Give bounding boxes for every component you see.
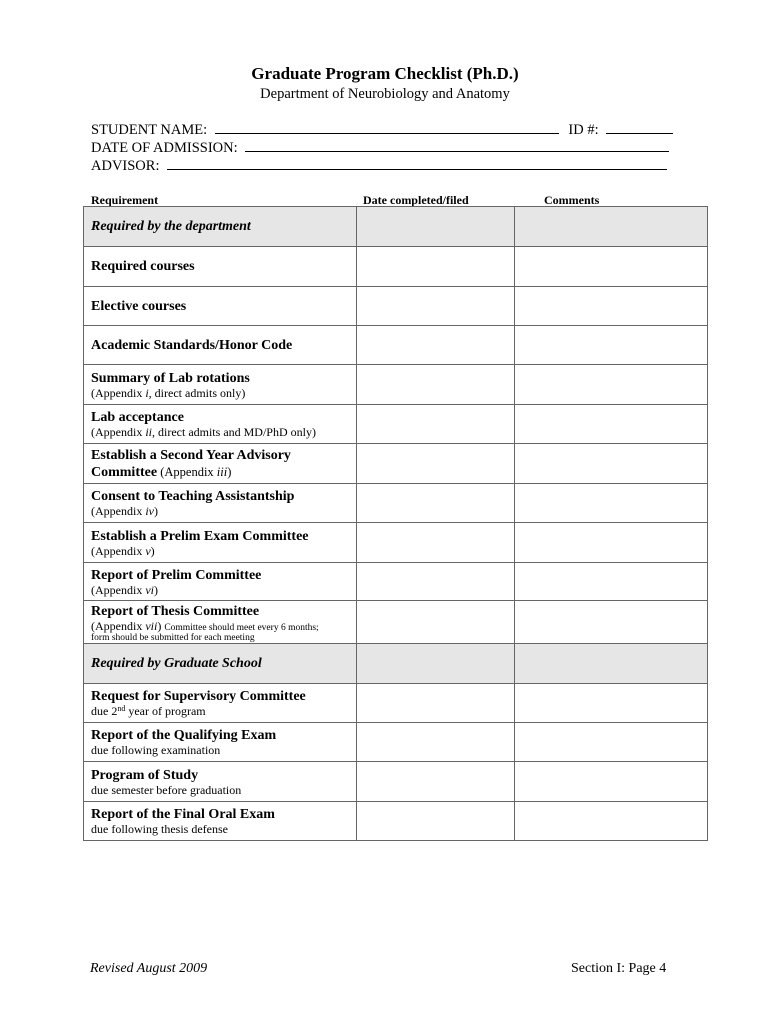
table-row [84, 723, 708, 762]
requirement-note: (Appendix v) [91, 543, 155, 558]
requirement-cell [84, 326, 357, 364]
requirement-title: Elective courses [91, 298, 187, 314]
comments-cell[interactable] [515, 563, 708, 600]
student-name-row [91, 122, 673, 139]
date-cell[interactable] [357, 405, 516, 443]
date-cell[interactable] [357, 723, 516, 761]
column-header-date: Date completed/filed [363, 193, 469, 207]
requirement-title: Establish a Prelim Exam Committee [91, 528, 309, 544]
date-cell[interactable] [357, 484, 516, 522]
requirement-cell [84, 684, 357, 722]
date-cell[interactable] [357, 601, 516, 643]
comments-cell[interactable] [515, 802, 708, 840]
requirement-note: due 2nd year of program [91, 704, 206, 718]
date-cell[interactable] [357, 523, 516, 562]
date-cell[interactable] [357, 326, 516, 364]
requirement-cell [84, 601, 357, 643]
requirement-cell [84, 405, 357, 443]
section-row-graduate-school [84, 644, 708, 684]
requirement-title: Academic Standards/Honor Code [91, 337, 293, 353]
document-title: Graduate Program Checklist (Ph.D.) [251, 64, 519, 83]
document-subtitle: Department of Neurobiology and Anatomy [260, 86, 510, 102]
page-number: Section I: Page 4 [571, 961, 667, 976]
requirement-cell [84, 802, 357, 840]
requirement-title: Report of Thesis Committee [91, 604, 260, 619]
comments-cell[interactable] [515, 484, 708, 522]
table-row [84, 405, 708, 444]
requirement-cell [84, 365, 357, 404]
date-cell[interactable] [357, 762, 516, 801]
comments-cell[interactable] [515, 684, 708, 722]
requirement-note: (Appendix ii, direct admits and MD/PhD only) [91, 425, 316, 439]
requirement-title: Consent to Teaching Assistantship [91, 489, 295, 504]
date-cell[interactable] [357, 247, 516, 286]
table-row [84, 365, 708, 405]
advisor-field[interactable] [167, 158, 667, 170]
advisor-label: ADVISOR: [91, 158, 160, 174]
table-row [84, 287, 708, 326]
comments-cell[interactable] [515, 444, 708, 483]
table-row [84, 247, 708, 287]
requirement-title: Establish a Second Year Advisory [91, 447, 291, 463]
requirement-cell [84, 563, 357, 600]
requirement-title: Lab acceptance [91, 410, 184, 425]
requirement-cell [84, 444, 357, 483]
comments-cell[interactable] [515, 207, 708, 246]
requirement-cell [84, 762, 357, 801]
requirement-cell [84, 484, 357, 522]
requirement-title: Request for Supervisory Committee [91, 689, 306, 704]
requirement-note: (Appendix vi) [91, 582, 158, 597]
date-cell[interactable] [357, 365, 516, 404]
requirement-cell [84, 207, 357, 246]
comments-cell[interactable] [515, 644, 708, 683]
requirement-title: Report of the Qualifying Exam [91, 728, 277, 743]
requirement-title-continued: Committee (Appendix iii) [91, 464, 232, 480]
requirement-title: Required courses [91, 259, 195, 274]
id-field[interactable] [606, 122, 673, 134]
comments-cell[interactable] [515, 247, 708, 286]
table-row [84, 444, 708, 484]
column-header-requirement: Requirement [91, 193, 159, 207]
admission-date-field[interactable] [245, 140, 669, 152]
date-cell[interactable] [357, 287, 516, 325]
admission-row [91, 140, 669, 157]
date-cell[interactable] [357, 563, 516, 600]
table-row [84, 563, 708, 601]
requirement-cell [84, 723, 357, 761]
requirement-cell [84, 287, 357, 325]
date-cell[interactable] [357, 684, 516, 722]
requirement-title: Summary of Lab rotations [91, 370, 250, 386]
requirement-note: due following thesis defense [91, 822, 228, 836]
date-cell[interactable] [357, 444, 516, 483]
comments-cell[interactable] [515, 326, 708, 364]
section-heading: Required by Graduate School [91, 656, 262, 671]
table-row [84, 326, 708, 365]
requirement-cell [84, 247, 357, 286]
requirement-cell [84, 644, 357, 683]
section-row-department [84, 207, 708, 247]
requirement-note: (Appendix iv) [91, 504, 158, 518]
requirement-cell [84, 523, 357, 562]
table-row [84, 802, 708, 841]
table-row [84, 762, 708, 802]
table-row [84, 601, 708, 644]
student-name-field[interactable] [215, 122, 559, 134]
requirement-title: Report of the Final Oral Exam [91, 807, 275, 822]
table-row [84, 684, 708, 723]
requirement-note: (Appendix i, direct admits only) [91, 385, 246, 400]
checklist-table [83, 206, 708, 841]
requirement-note-continued: form should be submitted for each meeting [91, 633, 255, 643]
admission-label: DATE OF ADMISSION: [91, 140, 238, 156]
id-label: ID #: [568, 122, 599, 138]
comments-cell[interactable] [515, 601, 708, 643]
date-cell[interactable] [357, 207, 516, 246]
comments-cell[interactable] [515, 365, 708, 404]
comments-cell[interactable] [515, 405, 708, 443]
revision-date: Revised August 2009 [90, 961, 208, 976]
table-row [84, 523, 708, 563]
comments-cell[interactable] [515, 287, 708, 325]
section-heading: Required by the department [91, 219, 251, 234]
table-row [84, 484, 708, 523]
comments-cell[interactable] [515, 723, 708, 761]
date-cell[interactable] [357, 644, 516, 683]
column-header-comments: Comments [544, 193, 600, 207]
requirement-note: due semester before graduation [91, 782, 242, 797]
comments-cell[interactable] [515, 523, 708, 562]
date-cell[interactable] [357, 802, 516, 840]
comments-cell[interactable] [515, 762, 708, 801]
requirement-note: (Appendix vii) Committee should meet every 6 months; [91, 619, 319, 633]
advisor-row [91, 158, 667, 175]
requirement-note: due following examination [91, 743, 221, 757]
requirement-title: Report of Prelim Committee [91, 567, 262, 583]
student-name-label: STUDENT NAME: [91, 122, 208, 138]
requirement-title: Program of Study [91, 767, 199, 783]
